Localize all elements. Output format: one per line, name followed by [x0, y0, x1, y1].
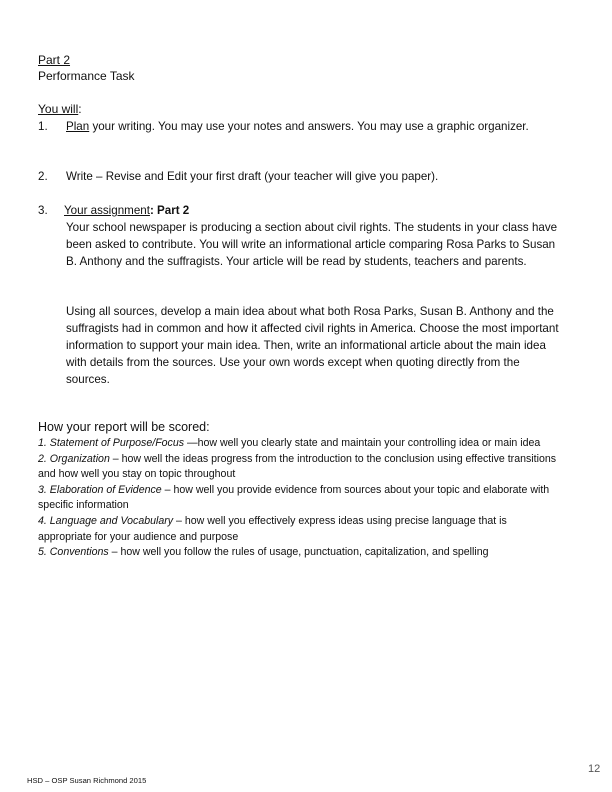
- item-2-number: 2.: [38, 170, 48, 183]
- item-1-lead: Plan: [66, 120, 90, 133]
- criterion-conventions-text: – how well you follow the rules of usage, punctuation, capitalization, and spelling: [108, 546, 489, 559]
- criterion-purpose-label: 1. Statement of Purpose/Focus: [38, 437, 185, 449]
- assignment-paragraph: Your school newspaper is producing a section about civil rights. The students in your class have been asked to contribute. You will write an informational article comparing Rosa Parks to Susan B. Anthony and the suffragists. Your article will be read by students, teachers and parents.: [66, 221, 558, 268]
- you-will-colon: :: [78, 102, 82, 116]
- criterion-elaboration-label: 3. Elaboration of Evidence: [38, 483, 162, 496]
- criterion-organization-label: 2. Organization: [38, 452, 110, 465]
- criterion-language-text: – how well you effectively express ideas using precise language that is appropriate for your audience and purpose: [38, 514, 507, 543]
- criterion-organization: [38, 452, 563, 483]
- item-3-part: : Part 2: [149, 204, 190, 217]
- you-will-heading: [38, 101, 82, 117]
- item-1-number: 1.: [38, 120, 48, 133]
- item-1-body: your writing. You may use your notes and answers. You may use a graphic organizer.: [89, 120, 529, 133]
- criterion-language-label: 4. Language and Vocabulary: [38, 514, 174, 527]
- criterion-purpose-text: —how well you clearly state and maintain your controlling idea or main idea: [184, 437, 541, 449]
- criterion-conventions-label: 5. Conventions: [38, 546, 109, 559]
- item-2-text: Write – Revise and Edit your first draft (your teacher will give you paper).: [66, 170, 439, 183]
- page-number: 12: [588, 763, 601, 775]
- item-3-heading: [64, 202, 564, 219]
- criterion-language: [38, 514, 563, 545]
- criterion-organization-text: – how well the ideas progress from the introduction to the conclusion using effective transitions and how well you stay on topic throughout: [38, 452, 557, 481]
- instructions-paragraph: Using all sources, develop a main idea about what both Rosa Parks, Susan B. Anthony and the suffragists had in common and how it affected civil rights in America. Choose the most important information to support your main idea. Then, write an informational article about the main idea with details from the sources. Use your own words except when quoting directly from the sources.: [66, 305, 559, 386]
- scoring-title: How your report will be scored:: [38, 420, 210, 434]
- footer-credit: HSD – OSP Susan Richmond 2015: [27, 776, 147, 785]
- item-1-text: [66, 118, 566, 135]
- item-3-lead: Your assignment: [64, 204, 150, 217]
- page-title: Performance Task: [38, 69, 135, 83]
- item-3-number: 3.: [38, 204, 48, 217]
- criterion-elaboration: [38, 483, 563, 514]
- criterion-conventions: [38, 545, 563, 561]
- part-label: Part 2: [38, 53, 71, 67]
- scoring-criteria-list: [38, 436, 563, 561]
- criterion-purpose: [38, 436, 563, 452]
- criterion-elaboration-text: – how well you provide evidence from sources about your topic and elaborate with specific information: [38, 483, 550, 512]
- you-will-heading-text: You will: [38, 102, 79, 116]
